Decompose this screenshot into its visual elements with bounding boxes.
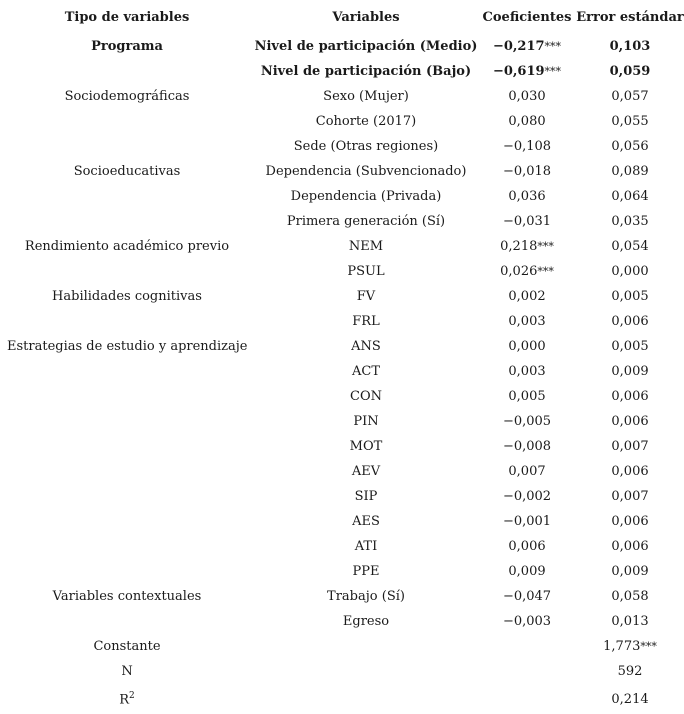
header-tipo: Tipo de variables: [64, 9, 190, 25]
row-coef: [478, 584, 576, 609]
significance-stars: ***: [544, 40, 562, 53]
table-row: [0, 334, 684, 359]
row-se: 0,055: [611, 114, 649, 129]
row-coef: [478, 384, 576, 409]
n-label: N: [121, 664, 133, 679]
row-variable: Nivel de participación (Medio): [254, 39, 478, 54]
row-variable: SIP: [354, 489, 378, 504]
table-row: [0, 534, 684, 559]
table-row: [0, 409, 684, 434]
row-variable: Dependencia (Privada): [290, 189, 442, 204]
row-variable: NEM: [348, 239, 384, 254]
row-type: [0, 134, 254, 159]
table-row: [0, 259, 684, 284]
row-type: [0, 509, 254, 534]
row-coef: [478, 484, 576, 509]
significance-stars: ***: [544, 65, 562, 78]
row-coef: [478, 184, 576, 209]
coef-value: 0,036: [508, 189, 546, 204]
row-type: [0, 184, 254, 209]
row-type: [0, 384, 254, 409]
row-type: Rendimiento académico previo: [24, 239, 230, 254]
table-row: [0, 284, 684, 309]
table-row: [0, 434, 684, 459]
row-coef: [478, 109, 576, 134]
coef-value: 0,218: [500, 239, 538, 254]
row-type: [0, 434, 254, 459]
row-variable: Primera generación (Sí): [286, 214, 446, 229]
coef-value: −0,005: [502, 414, 552, 429]
row-type: [0, 209, 254, 234]
row-se: 0,059: [609, 64, 651, 79]
coef-value: 0,003: [508, 364, 546, 379]
row-se: 0,057: [611, 89, 649, 104]
row-coef: [478, 434, 576, 459]
coef-value: −0,047: [502, 589, 552, 604]
row-type: Estrategias de estudio y aprendizaje: [7, 339, 248, 354]
header-coeficientes: Coeficientes: [482, 9, 572, 25]
row-variable: FRL: [352, 314, 380, 329]
row-coef: [478, 309, 576, 334]
row-coef: [478, 84, 576, 109]
constante-stars: ***: [640, 640, 657, 653]
header-error: Error estándar: [576, 9, 684, 25]
table-row: [0, 559, 684, 584]
row-se: 0,009: [611, 364, 649, 379]
row-variable: ANS: [351, 339, 381, 354]
row-type: [0, 359, 254, 384]
coef-value: 0,009: [508, 564, 546, 579]
row-coef: [478, 34, 576, 59]
constante-number: 1,773: [603, 639, 641, 654]
coef-value: −0,001: [502, 514, 552, 529]
table-row: [0, 84, 684, 109]
row-se: 0,054: [611, 239, 649, 254]
row-type: Sociodemográficas: [64, 89, 190, 104]
table-row: [0, 184, 684, 209]
row-variable: Sede (Otras regiones): [293, 139, 439, 154]
table-row: [0, 584, 684, 609]
coef-value: 0,005: [508, 389, 546, 404]
row-se: 0,035: [611, 214, 649, 229]
row-type: Socioeducativas: [73, 164, 181, 179]
row-variable: Sexo (Mujer): [323, 89, 409, 104]
row-se: 0,013: [611, 614, 649, 629]
row-type: Variables contextuales: [52, 589, 202, 604]
table-row: [0, 34, 684, 59]
row-coef: [478, 134, 576, 159]
row-coef: [478, 209, 576, 234]
table-row: [0, 59, 684, 84]
row-type: Habilidades cognitivas: [52, 289, 202, 304]
row-se: 0,064: [611, 189, 649, 204]
coef-value: −0,108: [502, 139, 552, 154]
row-se: 0,006: [611, 464, 649, 479]
r2-label: [0, 684, 254, 714]
table-row: [0, 359, 684, 384]
row-coef: [478, 559, 576, 584]
row-coef: [478, 509, 576, 534]
significance-stars: ***: [537, 265, 554, 278]
row-se: 0,056: [611, 139, 649, 154]
row-type: [0, 559, 254, 584]
row-coef: [478, 259, 576, 284]
row-coef: [478, 59, 576, 84]
row-se: 0,006: [611, 414, 649, 429]
coef-value: 0,000: [508, 339, 546, 354]
table-row: [0, 209, 684, 234]
table-body: [0, 34, 684, 714]
row-variable: FV: [356, 289, 376, 304]
row-type: [0, 534, 254, 559]
row-type: [0, 459, 254, 484]
row-variable: Trabajo (Sí): [327, 589, 405, 604]
coef-value: −0,002: [502, 489, 552, 504]
row-se: 0,005: [611, 339, 649, 354]
row-se: 0,007: [611, 439, 649, 454]
row-type: Programa: [91, 39, 163, 54]
row-coef: [478, 334, 576, 359]
row-variable: AEV: [351, 464, 381, 479]
row-se: 0,058: [611, 589, 649, 604]
coef-value: 0,006: [508, 539, 546, 554]
constante-value: [576, 634, 684, 659]
r2-superscript: 2: [129, 690, 135, 701]
row-variable: Nivel de participación (Bajo): [260, 64, 472, 79]
row-se: 0,000: [611, 264, 649, 279]
row-se: 0,006: [611, 514, 649, 529]
row-coef: [478, 284, 576, 309]
r2-letter: R: [119, 692, 130, 708]
row-type: [0, 109, 254, 134]
coef-value: −0,018: [502, 164, 552, 179]
r2-value: 0,214: [611, 691, 649, 707]
row-variable: Cohorte (2017): [315, 114, 417, 129]
table-row: [0, 159, 684, 184]
row-se: 0,005: [611, 289, 649, 304]
header-variables: Variables: [332, 9, 400, 25]
coef-value: −0,003: [502, 614, 552, 629]
row-se: 0,007: [611, 489, 649, 504]
table-row: [0, 234, 684, 259]
table-row: [0, 384, 684, 409]
coef-value: 0,026: [500, 264, 538, 279]
row-se: 0,006: [611, 389, 649, 404]
n-value: 592: [617, 664, 643, 679]
row-coef: [478, 534, 576, 559]
row-type: [0, 609, 254, 634]
row-variable: PIN: [353, 414, 379, 429]
constante-coef: [478, 634, 576, 659]
row-type: [0, 259, 254, 284]
row-type: [0, 409, 254, 434]
row-se: 0,103: [609, 39, 651, 54]
constante-variable: [254, 634, 478, 659]
coef-value: 0,080: [508, 114, 546, 129]
row-se: 0,006: [611, 539, 649, 554]
row-coef: [478, 159, 576, 184]
footer-row-n: [0, 659, 684, 684]
row-variable: ACT: [351, 364, 380, 379]
table-row: [0, 109, 684, 134]
significance-stars: ***: [537, 240, 554, 253]
table-row: [0, 134, 684, 159]
row-type: [0, 309, 254, 334]
row-variable: Dependencia (Subvencionado): [265, 164, 467, 179]
row-variable: Egreso: [342, 614, 390, 629]
row-coef: [478, 234, 576, 259]
row-coef: [478, 609, 576, 634]
coef-value: 0,002: [508, 289, 546, 304]
coef-value: −0,217: [492, 39, 545, 54]
row-variable: PSUL: [347, 264, 385, 279]
coef-value: −0,008: [502, 439, 552, 454]
row-type: [0, 59, 254, 84]
footer-row-r2: [0, 684, 684, 714]
row-type: [0, 484, 254, 509]
row-se: 0,009: [611, 564, 649, 579]
coef-value: 0,003: [508, 314, 546, 329]
coef-value: 0,007: [508, 464, 546, 479]
row-coef: [478, 459, 576, 484]
row-se: 0,089: [611, 164, 649, 179]
table-row: [0, 459, 684, 484]
table-row: [0, 309, 684, 334]
row-coef: [478, 409, 576, 434]
row-se: 0,006: [611, 314, 649, 329]
row-variable: AES: [352, 514, 380, 529]
table-row: [0, 609, 684, 634]
footer-row-constante: [0, 634, 684, 659]
row-variable: MOT: [349, 439, 383, 454]
row-variable: PPE: [352, 564, 380, 579]
row-variable: ATI: [354, 539, 378, 554]
coef-value: −0,031: [502, 214, 552, 229]
coef-value: 0,030: [508, 89, 546, 104]
constante-label: Constante: [93, 639, 161, 654]
coef-value: −0,619: [492, 64, 545, 79]
table-row: [0, 484, 684, 509]
row-coef: [478, 359, 576, 384]
table-row: [0, 509, 684, 534]
row-variable: CON: [350, 389, 382, 404]
table-header-row: [0, 0, 684, 34]
